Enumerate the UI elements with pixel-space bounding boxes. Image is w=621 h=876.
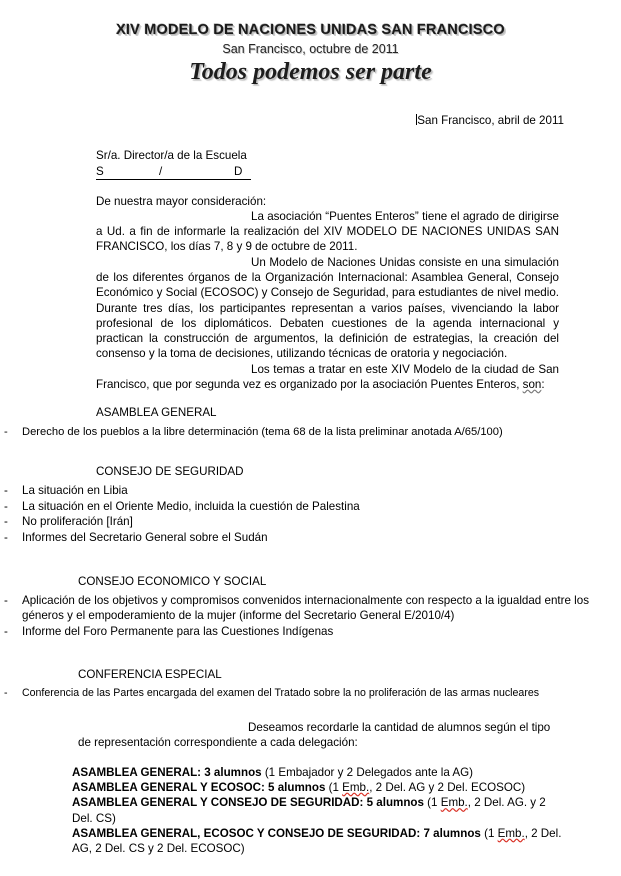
list-item: - La situación en Libia: [0, 484, 589, 499]
paragraph-model-description: Un Modelo de Naciones Unidas consiste en una simulación de los diferentes órganos de la Organización Internacional: Asamblea General, Consejo Económico y Social (ECOSOC) y Consejo de Seguridad, para estudiantes de nivel medio. Durante tres días, los participantes representan a varios países, vivenciando la labor profesional de los diplomáticos. Debaten cuestiones de la agenda internacional y practican la construcción de argumentos, la definición de estrategias, la creación del consenso y la toma de decisiones, utilizando técnicas de oratoria y negociación.: [96, 255, 559, 361]
delegation-count-detail-pre: (1: [325, 780, 343, 794]
section-heading-consejo-economico-social: CONSEJO ECONOMICO Y SOCIAL: [78, 575, 267, 588]
topics-intro-text: Los temas a tratar en este XIV Modelo de la ciudad de San Francisco, que por segunda vez es organizado por la asociación Puentes Enteros,: [96, 362, 559, 392]
delegation-count-label: ASAMBLEA GENERAL: 3 alumnos: [72, 765, 262, 779]
addressee-block: [96, 149, 589, 180]
delegation-count-label: ASAMBLEA GENERAL, ECOSOC Y CONSEJO DE SEGURIDAD: 7 alumnos: [72, 826, 481, 840]
delegation-count-label: ASAMBLEA GENERAL Y ECOSOC: 5 alumnos: [72, 780, 326, 794]
dateline: [0, 114, 589, 127]
addressee-line: Sr/a. Director/a de la Escuela: [96, 148, 247, 162]
spellcheck-word: Emb.: [440, 796, 468, 810]
list-item: - Derecho de los pueblos a la libre determinación (tema 68 de la lista preliminar anotada A/65/100): [0, 425, 589, 439]
paragraph-introduction: La asociación “Puentes Enteros” tiene el agrado de dirigirse a Ud. a fin de informarle la realización del XIV MODELO DE NACIONES UNIDAS SAN FRANCISCO, los días 7, 8 y 9 de octubre de 2011.: [96, 209, 559, 254]
delegation-count-row: [72, 826, 565, 857]
list-consejo-seguridad: [0, 484, 589, 546]
document-body: [0, 114, 621, 857]
section-heading-asamblea-general: ASAMBLEA GENERAL: [96, 406, 217, 420]
section-heading-consejo-seguridad: CONSEJO DE SEGURIDAD: [96, 464, 244, 478]
list-consejo-economico-social: [0, 594, 589, 639]
list-item: - No proliferación [Irán]: [0, 515, 589, 530]
delegation-count-row: [72, 795, 565, 826]
list-conferencia-especial: [0, 687, 589, 701]
section-heading-conferencia-especial: CONFERENCIA ESPECIAL: [78, 668, 222, 682]
delegation-count-detail-post: , 2 Del. AG y 2 Del. ECOSOC): [369, 780, 526, 794]
addressee-signature-line: [96, 165, 251, 180]
paragraph-closing: Deseamos recordarle la cantidad de alumnos según el tipo de representación correspondiente a cada delegación:: [78, 721, 551, 750]
delegation-counts-block: [72, 765, 565, 857]
dateline-text: San Francisco, abril de 2011: [417, 113, 564, 127]
delegation-count-detail-post: , 2 Del. AG, 2 Del. CS y 2 Del. ECOSOC): [72, 826, 562, 856]
document-subtitle: San Francisco, octubre de 2011: [222, 41, 399, 56]
sig-slash: /: [159, 164, 163, 178]
spellcheck-word: Emb.: [497, 826, 525, 840]
salutation: De nuestra mayor consideración:: [96, 194, 267, 208]
spellcheck-word: Emb.: [342, 780, 370, 794]
delegation-count-label: ASAMBLEA GENERAL Y CONSEJO DE SEGURIDAD: 5 alumnos: [72, 796, 424, 810]
delegation-count-detail-post: , 2 Del. AG. y 2 Del. CS): [72, 796, 546, 825]
sig-s: S: [96, 164, 104, 178]
list-item: - Informes del Secretario General sobre el Sudán: [0, 531, 589, 546]
paragraph-topics-intro: [96, 362, 559, 393]
document-header: [0, 0, 621, 86]
list-item: - Aplicación de los objetivos y compromisos convenidos internacionalmente con respecto a la igualdad entre los géneros y el empoderamiento de la mujer (informe del Secretario General E/2010/4): [0, 594, 589, 624]
delegation-count-row: [72, 780, 565, 795]
delegation-count-detail-pre: (1: [423, 796, 441, 810]
list-item: - La situación en el Oriente Medio, incluida la cuestión de Palestina: [0, 500, 589, 515]
list-item: - Informe del Foro Permanente para las Cuestiones Indígenas: [0, 625, 589, 640]
delegation-count-detail-pre: (1 Embajador y 2 Delegados ante la AG): [261, 765, 473, 779]
spellcheck-word-son: son: [522, 378, 542, 392]
document-title: XIV MODELO DE NACIONES UNIDAS SAN FRANCISCO: [116, 22, 505, 38]
sig-d: D: [234, 164, 243, 178]
topics-intro-colon: :: [541, 378, 545, 392]
document-slogan: Todos podemos ser parte: [189, 58, 432, 85]
list-asamblea-general: [0, 425, 589, 439]
delegation-count-row: [72, 765, 565, 780]
list-item: - Conferencia de las Partes encargada del examen del Tratado sobre la no proliferación de las armas nucleares: [0, 687, 589, 701]
delegation-count-detail-pre: (1: [480, 826, 498, 840]
